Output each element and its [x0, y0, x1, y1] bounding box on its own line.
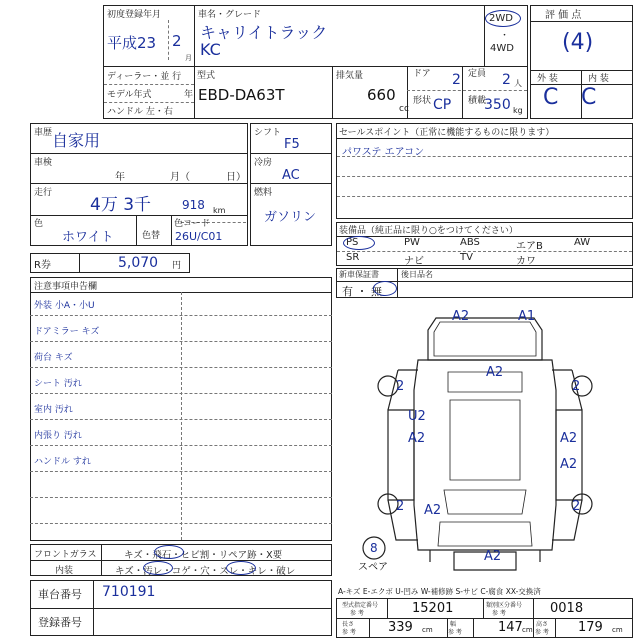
- sales-points-title: セールスポイント（正常に機能するものに限ります）: [339, 128, 555, 138]
- registration-label: 登録番号: [38, 616, 82, 629]
- exterior-label: 外 装: [537, 74, 558, 84]
- mileage-label: 走行: [34, 188, 53, 198]
- note-line: [30, 419, 332, 420]
- door-value: 2: [452, 72, 461, 88]
- recycle-unit: 円: [172, 261, 182, 271]
- mileage-sub: 918: [182, 198, 205, 212]
- length-sub: 参 考: [342, 629, 356, 636]
- damage-mark: A2: [484, 549, 502, 564]
- equipment-item: TV: [460, 252, 473, 263]
- recycle-box: [30, 253, 190, 273]
- note-line: [30, 523, 332, 524]
- score-title: 評 価 点: [545, 10, 582, 21]
- interior-label: 内 装: [588, 74, 609, 84]
- aircon-label: 冷房: [254, 158, 273, 168]
- mileage-value: 4万 3千: [90, 195, 152, 215]
- dealer-label: ディーラー・並 行: [107, 72, 182, 82]
- recycle-label: R券: [34, 260, 51, 271]
- aircon-value: AC: [282, 168, 300, 183]
- damage-mark: 2: [572, 379, 581, 394]
- spare-label: スペア: [358, 562, 388, 573]
- note-item: 外装 小A・小U: [34, 301, 95, 311]
- damage-mark: A2: [486, 365, 504, 380]
- type-label: 型式: [197, 71, 216, 81]
- note-line: [30, 341, 332, 342]
- reg-date-label: 初度登録年月: [107, 10, 162, 20]
- color-code-value: 26U/C01: [175, 230, 223, 243]
- equipment-item: カワ: [516, 256, 536, 267]
- spare-value: 8: [370, 541, 378, 555]
- wheel-front-left: [378, 376, 398, 396]
- width-unit: cm: [522, 626, 533, 634]
- width-sub: 参 考: [448, 629, 462, 636]
- inspection-day: 日）: [226, 172, 246, 183]
- reg-month-unit: 月: [185, 54, 192, 62]
- note-line: [30, 367, 332, 368]
- load-label: 積載: [468, 96, 487, 106]
- score-value: (4): [562, 30, 594, 55]
- chassis-value: 710191: [102, 584, 156, 600]
- interior-stain-circle: [143, 561, 173, 575]
- notes-title: 注意事項申告欄: [34, 282, 98, 292]
- capacity-value: 2: [502, 72, 511, 88]
- equipment-item: ナビ: [404, 256, 424, 267]
- equipment-ps-circle: [343, 236, 375, 250]
- front-glass-circle: [154, 545, 184, 559]
- height-unit: cm: [612, 626, 623, 634]
- color-code-label: 色コード: [174, 219, 211, 229]
- damage-mark: 2: [572, 499, 581, 514]
- damage-mark: A2: [560, 457, 578, 472]
- inspection-month: 月（: [170, 172, 190, 183]
- shape-value: CP: [433, 97, 452, 113]
- note-line: [30, 471, 332, 472]
- inspection-label: 車検: [34, 158, 53, 168]
- legend-text: A-キズ E-エクボ U-凹み W-補修跡 S-サビ C-腐食 XX-交換済: [338, 587, 541, 596]
- warranty-label: 新車保証書: [339, 270, 379, 279]
- note-item: 内張り 汚れ: [34, 431, 82, 441]
- model-no-label: 型式指定番号: [342, 602, 379, 609]
- usage-value: 自家用: [52, 131, 101, 150]
- equipment-item: SR: [346, 252, 360, 263]
- notes-box: [30, 277, 332, 541]
- shift-value: F5: [284, 137, 300, 152]
- damage-mark: 2: [396, 379, 405, 394]
- height-value: 179: [578, 620, 603, 635]
- drive-4wd: 4WD: [490, 43, 514, 54]
- color-value: ホワイト: [62, 230, 114, 245]
- length-label: 長さ: [342, 621, 355, 628]
- interior-row-options: キズ・汚レ・コゲ・穴・スレ・キレ・破レ: [115, 566, 296, 577]
- sales-points-text: パワステ エアコン: [342, 147, 425, 158]
- load-unit: kg: [513, 106, 523, 115]
- damage-mark: A2: [424, 503, 442, 518]
- displacement-unit: cc: [399, 104, 409, 114]
- model-year-unit: 年: [184, 90, 194, 100]
- note-line: [30, 393, 332, 394]
- drive-sep: ・: [500, 31, 510, 41]
- length-unit: cm: [422, 626, 433, 634]
- note-item: シート 汚れ: [34, 379, 82, 389]
- note-item: ハンドル すれ: [34, 457, 91, 467]
- damage-mark: A1: [518, 309, 536, 324]
- grade-value: KC: [200, 40, 221, 59]
- displacement-value: 660: [367, 86, 396, 104]
- color-label: 色: [34, 219, 44, 229]
- car-diagram: [336, 300, 633, 582]
- mileage-unit: km: [213, 206, 226, 215]
- note-line: [30, 497, 332, 498]
- name-grade-label: 車名・グレード: [198, 10, 262, 20]
- width-value: 147: [498, 620, 523, 635]
- front-glass-label: フロントガラス: [34, 550, 97, 560]
- capacity-unit: 人: [514, 79, 522, 88]
- height-label: 高さ: [536, 621, 549, 628]
- note-item: ドアミラー キズ: [34, 327, 100, 337]
- exterior-value: C: [543, 85, 559, 110]
- note-line: [30, 315, 332, 316]
- class-no-label: 類別区分番号: [486, 602, 523, 609]
- equipment-item: エアB: [516, 241, 543, 252]
- damage-mark: U2: [408, 409, 426, 424]
- damage-mark: A2: [560, 431, 578, 446]
- back-item-label: 後日品名: [401, 270, 433, 279]
- damage-mark: A2: [452, 309, 470, 324]
- front-glass-options: キズ・飛石・ヒビ割・リペア跡・X要: [124, 550, 283, 561]
- model-no-sub: 参 考: [350, 610, 364, 617]
- drive-2wd: 2WD: [489, 13, 513, 24]
- type-value: EBD-DA63T: [198, 86, 285, 104]
- shape-label: 形状: [413, 96, 432, 106]
- recycle-value: 5,070: [118, 255, 159, 271]
- fuel-value: ガソリン: [264, 210, 317, 225]
- height-sub: 参 考: [535, 629, 549, 636]
- note-item: 室内 汚れ: [34, 405, 73, 415]
- capacity-label: 定員: [468, 69, 487, 79]
- class-no-value: 0018: [550, 601, 584, 616]
- door-label: ドア: [413, 69, 431, 79]
- equipment-item: AW: [574, 237, 591, 248]
- warranty-none-circle: [373, 281, 397, 296]
- equipment-title: 装備品（純正品に限り○をつけてください）: [339, 226, 518, 236]
- load-value: 350: [484, 97, 511, 113]
- displacement-label: 排気量: [336, 71, 364, 81]
- reg-era: 平成23: [107, 34, 157, 52]
- note-line: [30, 445, 332, 446]
- reg-month: 2: [172, 32, 182, 50]
- warranty-value: 有 ・ 無: [342, 285, 382, 298]
- interior-row-label: 内装: [55, 566, 74, 576]
- drive-2wd-circle: [485, 10, 521, 27]
- handle-label: ハンドル 左・右: [107, 107, 173, 117]
- model-no-value: 15201: [412, 601, 454, 616]
- class-no-sub: 参 考: [492, 610, 506, 617]
- fuel-label: 燃料: [254, 188, 273, 198]
- interior-rub-circle: [226, 561, 256, 575]
- damage-mark: A2: [408, 431, 426, 446]
- color-change-label: 色替: [142, 231, 161, 241]
- interior-value: C: [581, 85, 597, 110]
- equipment-item: PS: [346, 237, 359, 248]
- car-name: キャリイトラック: [200, 23, 328, 42]
- model-year-label: モデル年式: [107, 90, 152, 100]
- equipment-item: PW: [404, 237, 420, 248]
- inspection-year: 年: [115, 172, 125, 183]
- shift-label: シフト: [254, 128, 282, 138]
- length-value: 339: [388, 620, 413, 635]
- chassis-label: 車台番号: [38, 588, 82, 601]
- note-item: 荷台 キズ: [34, 353, 73, 363]
- width-label: 幅: [450, 621, 457, 628]
- damage-mark: 2: [396, 499, 405, 514]
- equipment-item: ABS: [460, 237, 480, 248]
- usage-label: 車歴: [34, 128, 53, 138]
